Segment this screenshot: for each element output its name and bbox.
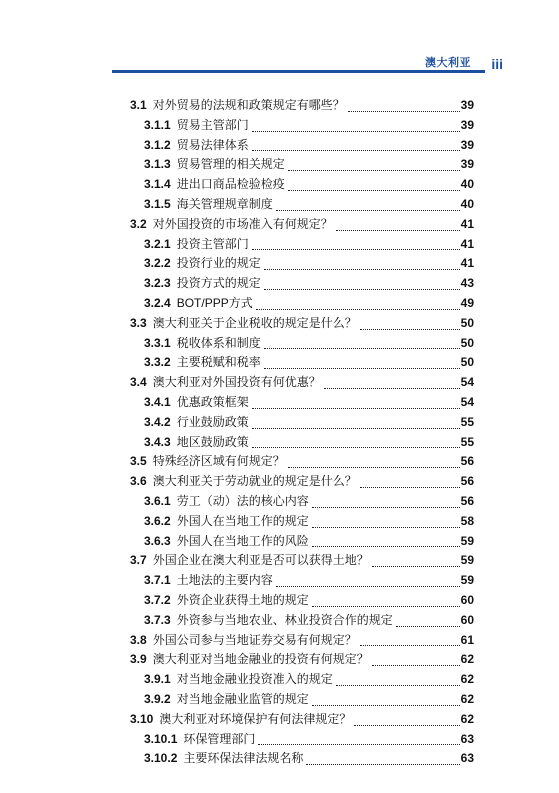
toc-entry[interactable] xyxy=(130,353,474,373)
toc-entry[interactable] xyxy=(130,136,474,156)
toc-entry[interactable] xyxy=(130,116,474,136)
toc-entry-page: 59 xyxy=(460,553,474,568)
toc-entry-number: 3.2.1 xyxy=(144,236,171,251)
toc-entry-page: 49 xyxy=(460,295,474,310)
toc-entry-page: 60 xyxy=(460,592,474,607)
toc-entry[interactable] xyxy=(130,710,474,730)
toc-entry-title: 澳大利亚对外国投资有何优惠？ xyxy=(152,375,321,390)
toc-entry-title: 环保管理部门 xyxy=(183,731,256,746)
toc-entry-title: 外资参与当地农业、林业投资合作的规定 xyxy=(176,612,393,627)
toc-entry-title: 澳大利亚对环境保护有何法律规定？ xyxy=(159,711,352,726)
toc-entry-title: 劳工（动）法的核心内容 xyxy=(176,493,309,508)
toc-entry-page: 41 xyxy=(460,216,474,231)
toc-entry-title: 外国公司参与当地证券交易有何规定？ xyxy=(152,632,357,647)
toc-entry-number: 3.1.5 xyxy=(144,196,171,211)
header-rule xyxy=(112,70,485,73)
toc-entry-page: 41 xyxy=(460,256,474,271)
toc-entry[interactable] xyxy=(130,571,474,591)
toc-entry-title: 贸易主管部门 xyxy=(176,117,249,132)
toc-entry-page: 39 xyxy=(460,157,474,172)
table-of-contents xyxy=(130,96,474,769)
toc-entry-page: 40 xyxy=(460,177,474,192)
toc-entry-number: 3.1.1 xyxy=(144,117,171,132)
toc-entry-number: 3.9 xyxy=(130,652,147,667)
toc-entry-number: 3.7.1 xyxy=(144,573,171,588)
toc-entry[interactable] xyxy=(130,413,474,433)
toc-entry[interactable] xyxy=(130,254,474,274)
toc-leader-dots xyxy=(312,526,460,528)
toc-leader-dots xyxy=(276,209,460,211)
toc-leader-dots xyxy=(372,664,460,666)
toc-entry-page: 39 xyxy=(460,117,474,132)
toc-entry-number: 3.3.1 xyxy=(144,335,171,350)
toc-entry[interactable] xyxy=(130,274,474,294)
toc-entry-number: 3.1.2 xyxy=(144,137,171,152)
toc-entry-title: 投资方式的规定 xyxy=(176,276,261,291)
toc-entry-number: 3.10 xyxy=(130,711,154,726)
toc-entry-number: 3.4.3 xyxy=(144,434,171,449)
toc-entry-title: 外国人在当地工作的风险 xyxy=(176,533,309,548)
toc-leader-dots xyxy=(312,704,460,706)
toc-entry-page: 62 xyxy=(460,672,474,687)
toc-leader-dots xyxy=(252,149,460,151)
toc-entry-title: 澳大利亚关于劳动就业的规定是什么？ xyxy=(152,474,357,489)
toc-entry-title: 外资企业获得土地的规定 xyxy=(176,592,309,607)
toc-entry-page: 54 xyxy=(460,375,474,390)
toc-entry-page: 55 xyxy=(460,414,474,429)
toc-entry-title: 对外国投资的市场准入有何规定？ xyxy=(152,216,333,231)
toc-entry-page: 56 xyxy=(460,493,474,508)
toc-entry-number: 3.4 xyxy=(130,375,147,390)
toc-entry-number: 3.2.3 xyxy=(144,276,171,291)
toc-entry[interactable] xyxy=(130,175,474,195)
toc-entry-page: 56 xyxy=(460,454,474,469)
toc-entry[interactable] xyxy=(130,551,474,571)
toc-leader-dots xyxy=(372,565,460,567)
toc-entry-title: 行业鼓励政策 xyxy=(176,414,249,429)
toc-entry-number: 3.5 xyxy=(130,454,147,469)
page-number: iii xyxy=(491,56,503,72)
toc-entry-page: 50 xyxy=(460,335,474,350)
toc-entry-number: 3.6.3 xyxy=(144,533,171,548)
toc-entry[interactable] xyxy=(130,532,474,552)
toc-entry-title: 贸易管理的相关规定 xyxy=(176,157,285,172)
toc-leader-dots xyxy=(360,644,460,646)
toc-entry[interactable] xyxy=(130,591,474,611)
toc-leader-dots xyxy=(312,506,460,508)
toc-entry[interactable] xyxy=(130,492,474,512)
toc-entry[interactable] xyxy=(130,155,474,175)
toc-entry-page: 63 xyxy=(460,751,474,766)
toc-entry-number: 3.7.2 xyxy=(144,592,171,607)
toc-entry-number: 3.3 xyxy=(130,315,147,330)
toc-entry-page: 62 xyxy=(460,691,474,706)
toc-entry-page: 62 xyxy=(460,652,474,667)
toc-entry-title: 地区鼓励政策 xyxy=(176,434,249,449)
toc-leader-dots xyxy=(360,328,460,330)
toc-entry[interactable] xyxy=(130,294,474,314)
toc-leader-dots xyxy=(252,248,460,250)
toc-leader-dots xyxy=(324,387,460,389)
toc-entry-title: 外国人在当地工作的规定 xyxy=(176,513,309,528)
toc-leader-dots xyxy=(252,427,460,429)
toc-entry-page: 50 xyxy=(460,315,474,330)
toc-leader-dots xyxy=(348,110,460,112)
toc-leader-dots xyxy=(354,724,459,726)
toc-entry-page: 56 xyxy=(460,474,474,489)
toc-entry-title: 外国企业在澳大利亚是否可以获得土地？ xyxy=(152,553,369,568)
toc-entry-title: 进出口商品检验检疫 xyxy=(176,177,285,192)
toc-entry-number: 3.6 xyxy=(130,474,147,489)
toc-entry[interactable] xyxy=(130,452,474,472)
toc-entry-number: 3.9.2 xyxy=(144,691,171,706)
toc-leader-dots xyxy=(264,347,460,349)
toc-entry-number: 3.8 xyxy=(130,632,147,647)
toc-entry[interactable] xyxy=(130,334,474,354)
toc-entry[interactable] xyxy=(130,670,474,690)
toc-leader-dots xyxy=(396,625,460,627)
toc-entry-number: 3.9.1 xyxy=(144,672,171,687)
toc-entry-page: 59 xyxy=(460,533,474,548)
toc-leader-dots xyxy=(276,585,460,587)
toc-entry-title: 主要环保法律法规名称 xyxy=(183,751,304,766)
toc-entry-page: 40 xyxy=(460,196,474,211)
toc-entry-page: 63 xyxy=(460,731,474,746)
toc-entry[interactable] xyxy=(130,373,474,393)
toc-entry[interactable] xyxy=(130,512,474,532)
toc-entry-title: 对当地金融业投资准入的规定 xyxy=(176,672,333,687)
toc-entry-number: 3.2.4 xyxy=(144,295,171,310)
toc-entry-title: 澳大利亚关于企业税收的规定是什么？ xyxy=(152,315,357,330)
toc-leader-dots xyxy=(288,466,460,468)
toc-leader-dots xyxy=(360,486,460,488)
toc-entry[interactable] xyxy=(130,393,474,413)
toc-entry-page: 55 xyxy=(460,434,474,449)
toc-entry-page: 50 xyxy=(460,355,474,370)
toc-entry-number: 3.4.2 xyxy=(144,414,171,429)
toc-leader-dots xyxy=(264,268,460,270)
toc-entry[interactable] xyxy=(130,235,474,255)
toc-leader-dots xyxy=(264,367,460,369)
toc-entry-title: BOT/PPP方式 xyxy=(176,295,253,310)
toc-entry-number: 3.2.2 xyxy=(144,256,171,271)
toc-entry-title: 特殊经济区域有何规定？ xyxy=(152,454,285,469)
toc-leader-dots xyxy=(306,763,459,765)
toc-leader-dots xyxy=(336,229,460,231)
toc-entry-page: 39 xyxy=(460,137,474,152)
toc-leader-dots xyxy=(312,605,460,607)
toc-entry-page: 60 xyxy=(460,612,474,627)
toc-entry[interactable] xyxy=(130,611,474,631)
toc-entry-title: 澳大利亚对当地金融业的投资有何规定？ xyxy=(152,652,369,667)
toc-entry-title: 土地法的主要内容 xyxy=(176,573,273,588)
toc-leader-dots xyxy=(258,743,459,745)
toc-leader-dots xyxy=(336,684,460,686)
toc-entry-number: 3.10.1 xyxy=(144,731,178,746)
header-title: 澳大利亚 xyxy=(425,57,471,69)
toc-entry-title: 对外贸易的法规和政策规定有哪些？ xyxy=(152,98,345,112)
toc-entry[interactable] xyxy=(130,749,474,769)
toc-leader-dots xyxy=(252,446,460,448)
toc-entry-page: 61 xyxy=(460,632,474,647)
toc-entry-number: 3.7 xyxy=(130,553,147,568)
toc-entry-title: 主要税赋和税率 xyxy=(176,355,261,370)
toc-entry-number: 3.4.1 xyxy=(144,394,171,409)
toc-entry[interactable] xyxy=(130,472,474,492)
toc-entry-title: 对当地金融业监管的规定 xyxy=(176,691,309,706)
toc-entry-title: 税收体系和制度 xyxy=(176,335,261,350)
toc-leader-dots xyxy=(288,189,460,191)
toc-entry[interactable] xyxy=(130,690,474,710)
toc-entry-title: 投资行业的规定 xyxy=(176,256,261,271)
toc-entry-title: 投资主管部门 xyxy=(176,236,249,251)
toc-entry-number: 3.1.4 xyxy=(144,177,171,192)
toc-entry-number: 3.1.3 xyxy=(144,157,171,172)
toc-entry[interactable] xyxy=(130,433,474,453)
toc-entry-title: 贸易法律体系 xyxy=(176,137,249,152)
toc-entry-number: 3.1 xyxy=(130,98,147,112)
toc-entry-title: 优惠政策框架 xyxy=(176,394,249,409)
toc-entry-title: 海关管理规章制度 xyxy=(176,196,273,211)
toc-entry-number: 3.6.1 xyxy=(144,493,171,508)
toc-leader-dots xyxy=(252,130,460,132)
toc-entry-page: 39 xyxy=(460,98,474,112)
toc-entry-number: 3.3.2 xyxy=(144,355,171,370)
toc-leader-dots xyxy=(264,288,460,290)
toc-entry[interactable] xyxy=(130,631,474,651)
toc-entry-page: 43 xyxy=(460,276,474,291)
toc-entry-page: 41 xyxy=(460,236,474,251)
toc-entry[interactable] xyxy=(130,215,474,235)
toc-entry-number: 3.10.2 xyxy=(144,751,178,766)
toc-entry-number: 3.2 xyxy=(130,216,147,231)
toc-leader-dots xyxy=(288,169,460,171)
toc-leader-dots xyxy=(256,308,460,310)
toc-entry-number: 3.7.3 xyxy=(144,612,171,627)
toc-entry[interactable] xyxy=(130,195,474,215)
toc-entry[interactable] xyxy=(130,730,474,750)
toc-entry-page: 62 xyxy=(460,711,474,726)
toc-entry[interactable] xyxy=(130,96,474,116)
toc-leader-dots xyxy=(312,545,460,547)
toc-entry[interactable] xyxy=(130,650,474,670)
toc-entry-page: 59 xyxy=(460,573,474,588)
toc-entry[interactable] xyxy=(130,314,474,334)
toc-entry-number: 3.6.2 xyxy=(144,513,171,528)
toc-entry-page: 58 xyxy=(460,513,474,528)
toc-entry-page: 54 xyxy=(460,394,474,409)
toc-leader-dots xyxy=(252,407,460,409)
